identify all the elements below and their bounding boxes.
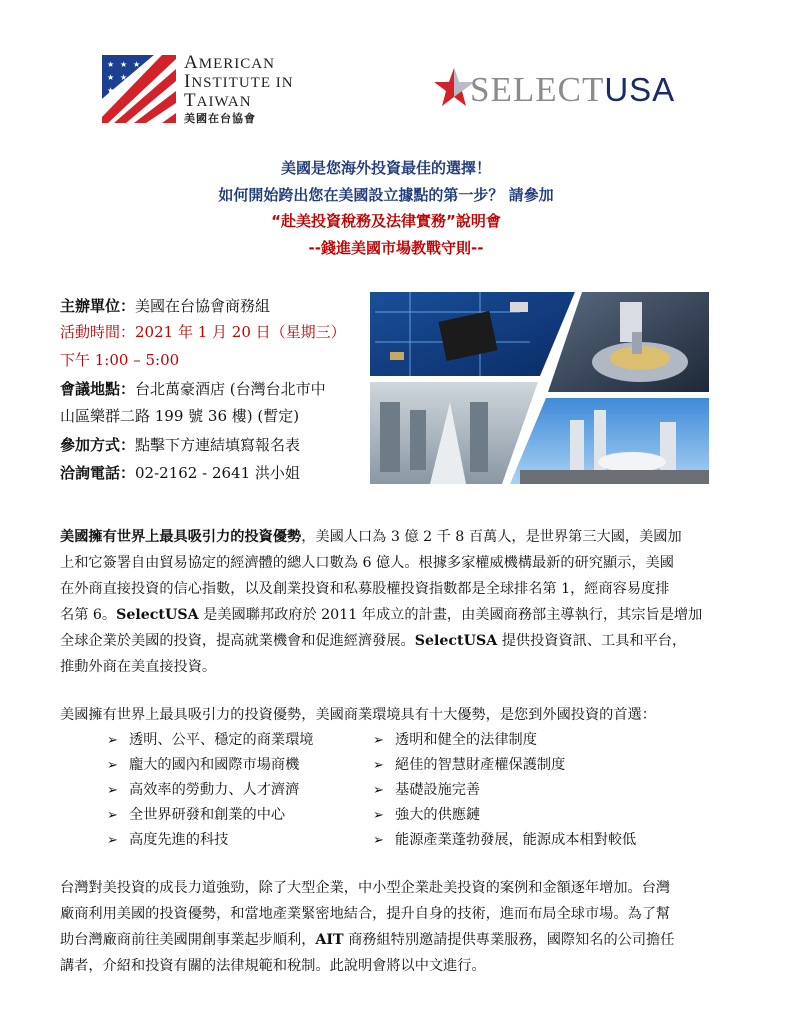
heading-line1: 美國是您海外投資最佳的選擇！: [280, 159, 491, 177]
ait-name-line2: INSTITUTE IN: [184, 71, 294, 92]
svg-text:★: ★: [107, 60, 115, 69]
arrow-bullet-icon: ➢: [373, 808, 384, 823]
list-item: ➢ 能源產業蓬勃發展，能源成本相對較低: [373, 828, 636, 853]
intro-paragraph: 美國擁有世界上最具吸引力的投資優勢，美國人口為 3 億 2 千 8 百萬人，是世界第三大國，美國加 上和它簽署自由貿易協定的經濟體的總人口數為 6 億人。根據多家權威機構最新的研究顯示，美國 在外商直接投資的信心指數，以及創業投資和私募股權投資指數都是全球排名第 1，經商容易度排 名第 6。SelectUSA 是美國聯邦政府於 2011 年成立的計畫，由美國商務部主導執行，其宗旨是增加 全球企業於美國的投資，提高就業機會和促進經濟發展。SelectUSA 提供投資資訊、工具和平台， 推動外商在美直接投資。: [60, 529, 703, 675]
ait-name-line1: AMERICAN: [184, 52, 275, 73]
time-row: 活動時間：2021 年 1 月 20 日（星期三）: [60, 323, 346, 341]
registration-row: 參加方式：點擊下方連結填寫報名表: [60, 436, 301, 454]
taiwan-investment-paragraph: 台灣對美投資的成長力道強勁，除了大型企業，中小型企業赴美投資的案例和金額逐年增加。台灣 廠商利用美國的投資優勢，和當地產業緊密地結合，提升自身的技術，進而布局全球市場。為了幫 助台灣廠商前往美國開創事業起步順利，AIT 商務組特別邀請提供專業服務，國際知名的公司擔任 講者，介紹和投資有關的法律規範和稅制。此說明會將以中文進行。: [60, 880, 675, 974]
svg-text:★: ★: [107, 73, 115, 82]
arrow-bullet-icon: ➢: [373, 733, 384, 748]
venue-row: 會議地點：台北萬豪酒店 (台灣台北市中: [60, 380, 326, 398]
contact-row: 洽詢電話：02-2162 - 2641 洪小姐: [60, 464, 300, 482]
heading-line2: 如何開始跨出您在美國設立據點的第一步？ 請參加: [218, 186, 554, 204]
arrow-bullet-icon: ➢: [373, 833, 384, 848]
ait-chinese-name: 美國在台協會: [184, 112, 256, 125]
arrow-bullet-icon: ➢: [107, 808, 118, 823]
list-item: ➢ 全世界研發和創業的中心: [107, 803, 313, 828]
heading-subtitle: --錢進美國市場教戰守則--: [308, 239, 484, 257]
list-item: ➢ 絕佳的智慧財產權保護制度: [373, 753, 636, 778]
ait-name-line3: TAIWAN: [184, 90, 252, 111]
arrow-bullet-icon: ➢: [107, 783, 118, 798]
arrow-bullet-icon: ➢: [107, 758, 118, 773]
advantages-list-left: [107, 728, 313, 853]
list-item: ➢ 龐大的國內和國際市場商機: [107, 753, 313, 778]
svg-text:★: ★: [120, 60, 128, 69]
organizer-row: 主辦單位：美國在台協會商務組: [60, 297, 271, 315]
arrow-bullet-icon: ➢: [107, 733, 118, 748]
list-item: ➢ 透明和健全的法律制度: [373, 728, 636, 753]
svg-text:★: ★: [107, 86, 115, 95]
list-item: ➢ 基礎設施完善: [373, 778, 636, 803]
list-item: ➢ 強大的供應鏈: [373, 803, 636, 828]
ait-flag-logo: [102, 55, 176, 123]
arrow-bullet-icon: ➢: [373, 783, 384, 798]
list-item: ➢ 高效率的勞動力、人才濟濟: [107, 778, 313, 803]
time-row-hours: 下午 1:00 – 5:00: [60, 351, 180, 369]
industry-photo-collage: [370, 292, 709, 484]
arrow-bullet-icon: ➢: [373, 758, 384, 773]
svg-text:★: ★: [133, 60, 141, 69]
list-item: ➢ 透明、公平、穩定的商業環境: [107, 728, 313, 753]
advantages-intro: 美國擁有世界上最具吸引力的投資優勢，美國商業環境具有十大優勢，是您到外國投資的首選：: [60, 707, 656, 723]
selectusa-wordmark: SELECTUSA: [470, 70, 676, 109]
svg-text:★: ★: [120, 73, 128, 82]
list-item: ➢ 高度先進的科技: [107, 828, 313, 853]
heading-event-title: “赴美投資稅務及法律實務”說明會: [271, 212, 501, 230]
arrow-bullet-icon: ➢: [107, 833, 118, 848]
venue-row-cont: 山區樂群二路 199 號 36 樓) (暫定): [60, 407, 300, 425]
advantages-list-right: [373, 728, 636, 853]
